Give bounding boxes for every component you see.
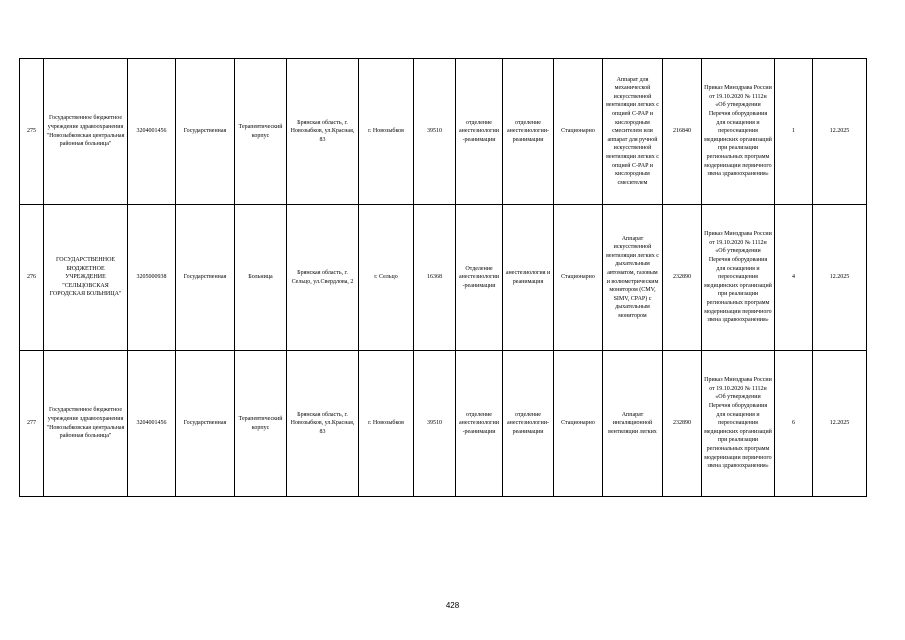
- row-number-cell: 275: [20, 59, 44, 205]
- care-type-cell: Стационарно: [554, 59, 603, 205]
- equipment-table: [19, 58, 867, 497]
- order-cell: Приказ Минздрава России от 19.10.2020 № 1112н «Об утверждении Перечня оборудования для оснащения и переоснащения медицинских организаций при реализации региональных программ модернизации первичного звена здравоохранения»: [702, 351, 775, 497]
- address-cell: Брянская область, г. Сельцо, ул.Свердлова, 2: [287, 205, 359, 351]
- quantity-cell: 1: [775, 59, 813, 205]
- row-number-cell: 276: [20, 205, 44, 351]
- code-cell: 16368: [414, 205, 456, 351]
- table-row: [20, 351, 867, 497]
- quantity-cell: 4: [775, 205, 813, 351]
- date-cell: 12.2025: [813, 59, 867, 205]
- ownership-cell: Государственная: [176, 59, 235, 205]
- profile-cell: отделение анестезиологии-реанимации: [503, 59, 554, 205]
- address-cell: Брянская область, г. Новозыбков, ул.Красная, 83: [287, 59, 359, 205]
- ownership-cell: Государственная: [176, 351, 235, 497]
- locality-cell: г. Сельцо: [359, 205, 414, 351]
- address-cell: Брянская область, г. Новозыбков, ул.Красная, 83: [287, 351, 359, 497]
- equipment-cell: Аппарат для механической искусственной вентиляции легких с опцией C-PAP и кислородным смесителем или аппарат для ручной искусственной вентиляции легких с опцией C-PAP и кислородным смесителем: [603, 59, 663, 205]
- order-cell: Приказ Минздрава России от 19.10.2020 № 1112н «Об утверждении Перечня оборудования для оснащения и переоснащения медицинских организаций при реализации региональных программ модернизации первичного звена здравоохранения»: [702, 205, 775, 351]
- code-cell: 39510: [414, 351, 456, 497]
- date-cell: 12.2025: [813, 351, 867, 497]
- organization-cell: Государственное бюджетное учреждение здравоохранения "Новозыбковская центральная районная больница": [44, 59, 128, 205]
- equipment-cell: Аппарат искусственной вентиляции легких с дыхательным автоматом, газовым и волюметрическим монитором (CMV, SIMV, CPAP) с дыхательным монитором: [603, 205, 663, 351]
- building-cell: Терапевтический корпус: [235, 351, 287, 497]
- inn-cell: 3204001456: [128, 351, 176, 497]
- equipment-cell: Аппарат ингаляционной вентиляции легких: [603, 351, 663, 497]
- department-cell: отделение анестезиологии-реанимации: [456, 59, 503, 205]
- locality-cell: г. Новозыбков: [359, 59, 414, 205]
- care-type-cell: Стационарно: [554, 205, 603, 351]
- quantity-cell: 6: [775, 351, 813, 497]
- ownership-cell: Государственная: [176, 205, 235, 351]
- locality-cell: г. Новозыбков: [359, 351, 414, 497]
- price-cell: 232890: [663, 351, 702, 497]
- date-cell: 12.2025: [813, 205, 867, 351]
- order-cell: Приказ Минздрава России от 19.10.2020 № 1112н «Об утверждении Перечня оборудования для оснащения и переоснащения медицинских организаций при реализации региональных программ модернизации первичного звена здравоохранения»: [702, 59, 775, 205]
- price-cell: 232890: [663, 205, 702, 351]
- inn-cell: 3205000938: [128, 205, 176, 351]
- building-cell: Терапевтический корпус: [235, 59, 287, 205]
- organization-cell: Государственное бюджетное учреждение здравоохранения "Новозыбковская центральная районная больница": [44, 351, 128, 497]
- inn-cell: 3204001456: [128, 59, 176, 205]
- table-row: [20, 205, 867, 351]
- price-cell: 216840: [663, 59, 702, 205]
- code-cell: 39510: [414, 59, 456, 205]
- care-type-cell: Стационарно: [554, 351, 603, 497]
- page-number: 428: [445, 601, 460, 610]
- building-cell: Больница: [235, 205, 287, 351]
- profile-cell: отделение анестезиологии-реанимации: [503, 351, 554, 497]
- row-number-cell: 277: [20, 351, 44, 497]
- table-row: [20, 59, 867, 205]
- department-cell: Отделение анестезиологии-реанимации: [456, 205, 503, 351]
- organization-cell: ГОСУДАРСТВЕННОЕ БЮДЖЕТНОЕ УЧРЕЖДЕНИЕ "СЕЛЬЦОВСКАЯ ГОРОДСКАЯ БОЛЬНИЦА": [44, 205, 128, 351]
- profile-cell: анестезиология и реанимация: [503, 205, 554, 351]
- department-cell: отделение анестезиологии-реанимации: [456, 351, 503, 497]
